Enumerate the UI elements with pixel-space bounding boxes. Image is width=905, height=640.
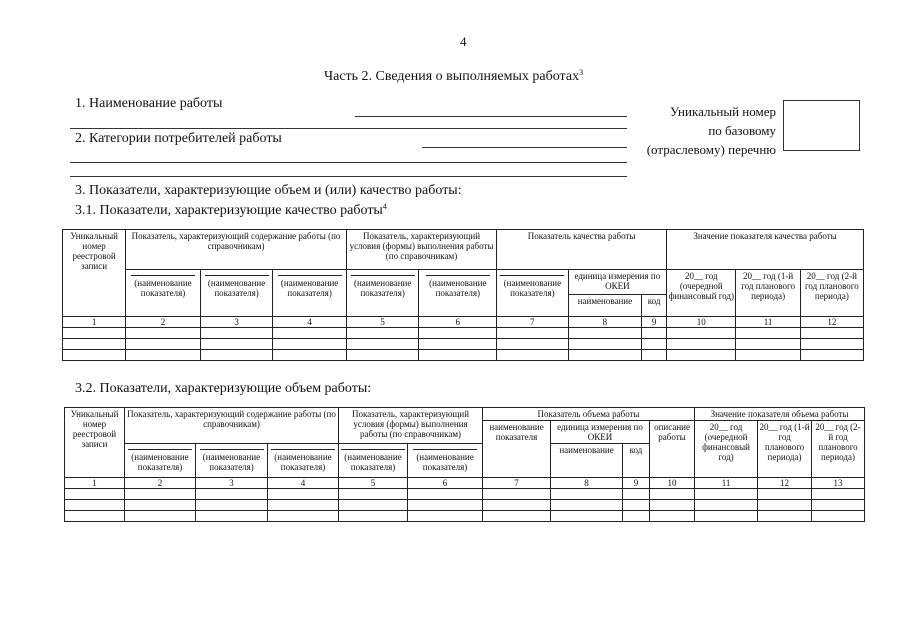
table-cell bbox=[273, 339, 347, 350]
year-current-header: 20__ год (очередной финансовый год) bbox=[695, 421, 758, 478]
col-number: 11 bbox=[695, 478, 758, 489]
indicator-name-cell: (наименование показателя) bbox=[419, 270, 497, 317]
table-cell bbox=[63, 339, 126, 350]
table-cell bbox=[125, 511, 196, 522]
table-cell bbox=[812, 511, 865, 522]
table-cell bbox=[623, 489, 650, 500]
table-cell bbox=[695, 511, 758, 522]
col-number: 1 bbox=[63, 317, 126, 328]
table-cell bbox=[408, 500, 483, 511]
table-cell bbox=[667, 350, 736, 361]
table-cell bbox=[551, 500, 623, 511]
volume-indicators-table bbox=[64, 407, 865, 522]
table-cell bbox=[419, 350, 497, 361]
table-cell bbox=[758, 500, 812, 511]
work-name-fill-line bbox=[355, 116, 627, 117]
indicator-name-cell: (наименование показателя) bbox=[346, 270, 419, 317]
table-cell bbox=[339, 489, 408, 500]
table-cell bbox=[568, 328, 642, 339]
col-number: 6 bbox=[408, 478, 483, 489]
col-number: 8 bbox=[568, 317, 642, 328]
indicator-name-cell: (наименование показателя) bbox=[125, 444, 196, 478]
table-cell bbox=[758, 489, 812, 500]
table-cell bbox=[812, 489, 865, 500]
col-number: 3 bbox=[196, 478, 268, 489]
table-cell bbox=[126, 339, 201, 350]
volume-value-header: Значение показателя объема работы bbox=[695, 408, 865, 421]
col-number: 13 bbox=[812, 478, 865, 489]
table-cell bbox=[551, 489, 623, 500]
table-cell bbox=[65, 489, 125, 500]
year-current-header: 20__ год (очередной финансовый год) bbox=[667, 270, 736, 317]
table-cell bbox=[650, 511, 695, 522]
col-number: 5 bbox=[339, 478, 408, 489]
section-3-2-title: 3.2. Показатели, характеризующие объем работы: bbox=[75, 381, 372, 396]
quality-value-header: Значение показателя качества работы bbox=[667, 230, 864, 270]
table-row[interactable] bbox=[65, 500, 865, 511]
table-cell bbox=[642, 350, 667, 361]
col-number: 11 bbox=[736, 317, 800, 328]
col-number: 2 bbox=[126, 317, 201, 328]
table-cell bbox=[346, 350, 419, 361]
table-cell bbox=[483, 511, 551, 522]
table-cell bbox=[736, 328, 800, 339]
table-cell bbox=[65, 511, 125, 522]
section-3-title: 3. Показатели, характеризующие объем и (или) качество работы: bbox=[75, 183, 462, 198]
unit-name-header: наименование bbox=[568, 295, 642, 317]
table-cell bbox=[339, 511, 408, 522]
okei-unit-header: единица измерения по ОКЕИ bbox=[551, 421, 650, 444]
table-cell bbox=[419, 328, 497, 339]
table-cell bbox=[273, 328, 347, 339]
col-number: 7 bbox=[483, 478, 551, 489]
table-cell bbox=[196, 511, 268, 522]
table-cell bbox=[650, 489, 695, 500]
table-cell bbox=[483, 500, 551, 511]
table-cell bbox=[125, 489, 196, 500]
indicator-name-cell: (наименование показателя) bbox=[273, 270, 347, 317]
col-number: 8 bbox=[551, 478, 623, 489]
unit-code-header: код bbox=[623, 444, 650, 478]
indicator-name-cell: (наименование показателя) bbox=[408, 444, 483, 478]
table-cell bbox=[339, 500, 408, 511]
col-number: 3 bbox=[200, 317, 273, 328]
categories-fill-line-3 bbox=[70, 176, 627, 177]
table-cell bbox=[268, 500, 339, 511]
table-cell bbox=[200, 350, 273, 361]
field-categories-label: 2. Категории потребителей работы bbox=[75, 131, 282, 146]
year-first-header: 20__ год (1-й год планового периода) bbox=[736, 270, 800, 317]
unit-code-header: код bbox=[642, 295, 667, 317]
table-cell bbox=[63, 328, 126, 339]
unit-name-header: наименование bbox=[551, 444, 623, 478]
col-number: 9 bbox=[642, 317, 667, 328]
col-number: 1 bbox=[65, 478, 125, 489]
work-description-header: описание работы bbox=[650, 421, 695, 478]
table-cell bbox=[419, 339, 497, 350]
table-cell bbox=[200, 339, 273, 350]
table-cell bbox=[736, 339, 800, 350]
col-number: 6 bbox=[419, 317, 497, 328]
table-cell bbox=[812, 500, 865, 511]
content-indicator-header: Показатель, характеризующий содержание работы (по справочникам) bbox=[125, 408, 339, 444]
unique-record-header: Уникальный номер реестровой записи bbox=[65, 408, 125, 478]
content-indicator-header: Показатель, характеризующий содержание работы (по справочникам) bbox=[126, 230, 347, 270]
field-work-name-label: 1. Наименование работы bbox=[75, 96, 223, 111]
table-cell bbox=[642, 339, 667, 350]
table-cell bbox=[623, 500, 650, 511]
col-number: 2 bbox=[125, 478, 196, 489]
table-cell bbox=[736, 350, 800, 361]
table-cell bbox=[200, 328, 273, 339]
table-cell bbox=[125, 500, 196, 511]
table-row[interactable] bbox=[63, 328, 864, 339]
year-second-header: 20__ год (2-й год планового периода) bbox=[812, 421, 865, 478]
categories-fill-line bbox=[422, 147, 627, 148]
table-cell bbox=[758, 511, 812, 522]
indicator-name-cell: (наименование показателя) bbox=[200, 270, 273, 317]
table-cell bbox=[800, 339, 863, 350]
table-cell bbox=[126, 350, 201, 361]
indicator-name-cell: (наименование показателя) bbox=[339, 444, 408, 478]
table-cell bbox=[667, 339, 736, 350]
table-cell bbox=[126, 328, 201, 339]
table-cell bbox=[196, 500, 268, 511]
table-cell bbox=[346, 339, 419, 350]
table-cell bbox=[268, 489, 339, 500]
col-number: 9 bbox=[623, 478, 650, 489]
table-cell bbox=[65, 500, 125, 511]
work-name-fill-line-2 bbox=[70, 128, 627, 129]
table-cell bbox=[483, 489, 551, 500]
col-number: 10 bbox=[667, 317, 736, 328]
table-row[interactable] bbox=[63, 350, 864, 361]
table-row[interactable] bbox=[65, 511, 865, 522]
table-cell bbox=[695, 500, 758, 511]
table-cell bbox=[196, 489, 268, 500]
okei-unit-header: единица измерения по ОКЕИ bbox=[568, 270, 666, 295]
indicator-name-cell: (наименование показателя) bbox=[126, 270, 201, 317]
table-cell bbox=[568, 350, 642, 361]
table-cell bbox=[497, 339, 568, 350]
unique-record-header: Уникальный номер реестровой записи bbox=[63, 230, 126, 317]
indicator-name-cell: (наименование показателя) bbox=[268, 444, 339, 478]
volume-indicator-header: Показатель объема работы bbox=[483, 408, 695, 421]
quality-indicators-table bbox=[62, 229, 864, 361]
page-number: 4 bbox=[460, 34, 467, 49]
indicator-name-plain-header: наименование показателя bbox=[483, 421, 551, 478]
table-cell bbox=[408, 489, 483, 500]
table-cell bbox=[667, 328, 736, 339]
conditions-indicator-header: Показатель, характеризующий условия (формы) выполнения работы (по справочникам) bbox=[339, 408, 483, 444]
col-number: 7 bbox=[497, 317, 568, 328]
col-number: 4 bbox=[273, 317, 347, 328]
table-cell bbox=[623, 511, 650, 522]
footnote-marker: 3 bbox=[579, 68, 584, 77]
indicator-name-cell: (наименование показателя) bbox=[497, 270, 568, 317]
col-number: 12 bbox=[800, 317, 863, 328]
indicator-name-cell: (наименование показателя) bbox=[196, 444, 268, 478]
col-number: 4 bbox=[268, 478, 339, 489]
table-cell bbox=[346, 328, 419, 339]
year-first-header: 20__ год (1-й год планового периода) bbox=[758, 421, 812, 478]
col-number: 10 bbox=[650, 478, 695, 489]
section-3-1-title: 3.1. Показатели, характеризующие качество работы$^4$ bbox=[75, 202, 387, 218]
table-cell bbox=[497, 350, 568, 361]
unique-number-label: Уникальный номер по базовому (отраслевому) перечню bbox=[646, 104, 776, 157]
table-cell bbox=[63, 350, 126, 361]
conditions-indicator-header: Показатель, характеризующий условия (формы) выполнения работы (по справочникам) bbox=[346, 230, 496, 270]
table-cell bbox=[408, 511, 483, 522]
table-cell bbox=[568, 339, 642, 350]
part-title: Часть 2. Сведения о выполняемых работах$^3$ bbox=[324, 68, 584, 84]
col-number: 5 bbox=[346, 317, 419, 328]
table-row[interactable] bbox=[63, 339, 864, 350]
table-cell bbox=[268, 511, 339, 522]
table-cell bbox=[695, 489, 758, 500]
table-cell bbox=[497, 328, 568, 339]
table-cell bbox=[800, 328, 863, 339]
table-cell bbox=[650, 500, 695, 511]
unique-number-box[interactable] bbox=[783, 100, 860, 151]
table-cell bbox=[800, 350, 863, 361]
col-number: 12 bbox=[758, 478, 812, 489]
categories-fill-line-2 bbox=[70, 162, 627, 163]
quality-indicator-header: Показатель качества работы bbox=[497, 230, 667, 270]
table-row[interactable] bbox=[65, 489, 865, 500]
footnote-marker: 4 bbox=[382, 202, 387, 211]
year-second-header: 20__ год (2-й год планового периода) bbox=[800, 270, 863, 317]
table-cell bbox=[273, 350, 347, 361]
table-cell bbox=[642, 328, 667, 339]
table-cell bbox=[551, 511, 623, 522]
